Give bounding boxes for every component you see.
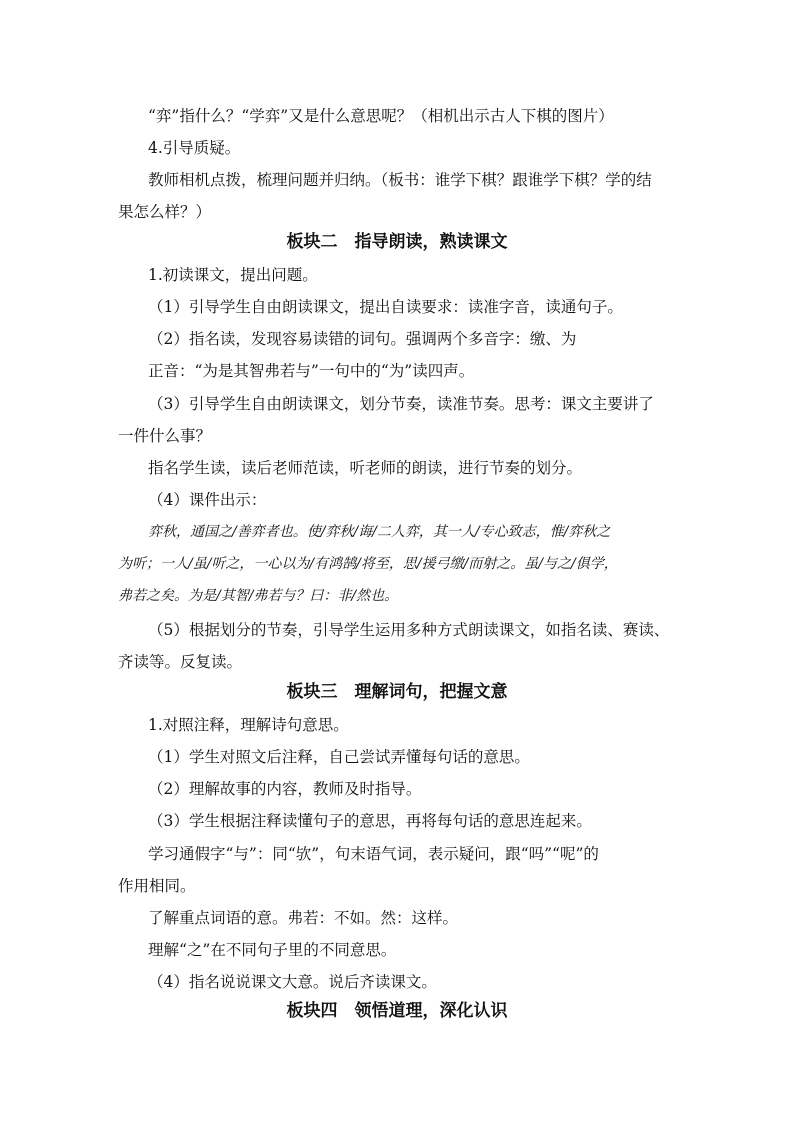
text-line: 4.引导质疑。 — [148, 139, 241, 157]
text-line: （1）学生对照文后注释，自己尝试弄懂每句话的意思。 — [148, 748, 530, 766]
text-line: （3）引导学生自由朗读课文，划分节奏，读准节奏。思考：课文主要讲了 — [148, 395, 654, 413]
text-line: 1.初读课文，提出问题。 — [148, 266, 318, 284]
section-heading: 板块二 指导朗读，熟读课文 — [286, 232, 508, 252]
section-heading: 板块三 理解词句，把握文意 — [286, 682, 508, 702]
text-line: （3）学生根据注释读懂句子的意思，再将每句话的意思连起来。 — [148, 812, 592, 830]
text-line: （2）指名读，发现容易读错的词句。强调两个多音字：缴、为 — [148, 330, 577, 348]
text-line: 教师相机点拨，梳理问题并归纳。（板书：谁学下棋？跟谁学下棋？学的结 — [148, 171, 652, 189]
classical-text-line: 弗若之矣。为是/其智/弗若与？曰：非/然也。 — [118, 588, 399, 604]
text-line: 果怎么样？） — [118, 203, 212, 221]
text-line: “弈”指什么？“学弈”又是什么意思呢？（相机出示古人下棋的图片） — [148, 107, 614, 125]
classical-text-line: 弈秋，通国之/善弈者也。使/弈秋/诲/二人弈，其一人/专心致志，惟/弈秋之 — [148, 524, 611, 540]
text-line: （2）理解故事的内容，教师及时指导。 — [148, 780, 422, 798]
text-line: （1）引导学生自由朗读课文，提出自读要求：读准字音，读通句子。 — [148, 298, 623, 316]
text-line: 正音：“为是其智弗若与”一句中的“为”读四声。 — [148, 362, 475, 380]
text-line: 学习通假字“与”：同“欤”，句末语气词，表示疑问，跟“吗”“呢”的 — [148, 845, 599, 863]
text-line: 齐读等。反复读。 — [118, 653, 243, 671]
text-line: （4）指名说说课文大意。说后齐读课文。 — [148, 973, 437, 991]
text-line: 作用相同。 — [118, 877, 196, 895]
classical-text-line: 为听；一人/虽/听之，一心以为/有鸿鹄/将至，思/援弓缴/而射之。虽/与之/俱学， — [118, 556, 618, 572]
text-line: 理解“之”在不同句子里的不同意思。 — [148, 941, 397, 959]
text-line: 1.对照注释，理解诗句意思。 — [148, 716, 349, 734]
text-line: 了解重点词语的意。弗若：不如。然：这样。 — [148, 909, 459, 927]
text-line: 一件什么事？ — [118, 427, 212, 445]
section-heading: 板块四 领悟道理，深化认识 — [286, 1001, 508, 1021]
text-line: （4）课件出示： — [148, 491, 267, 509]
text-line: （5）根据划分的节奏，引导学生运用多种方式朗读课文，如指名读、赛读、 — [148, 621, 670, 639]
text-line: 指名学生读，读后老师范读，听老师的朗读，进行节奏的划分。 — [148, 459, 583, 477]
